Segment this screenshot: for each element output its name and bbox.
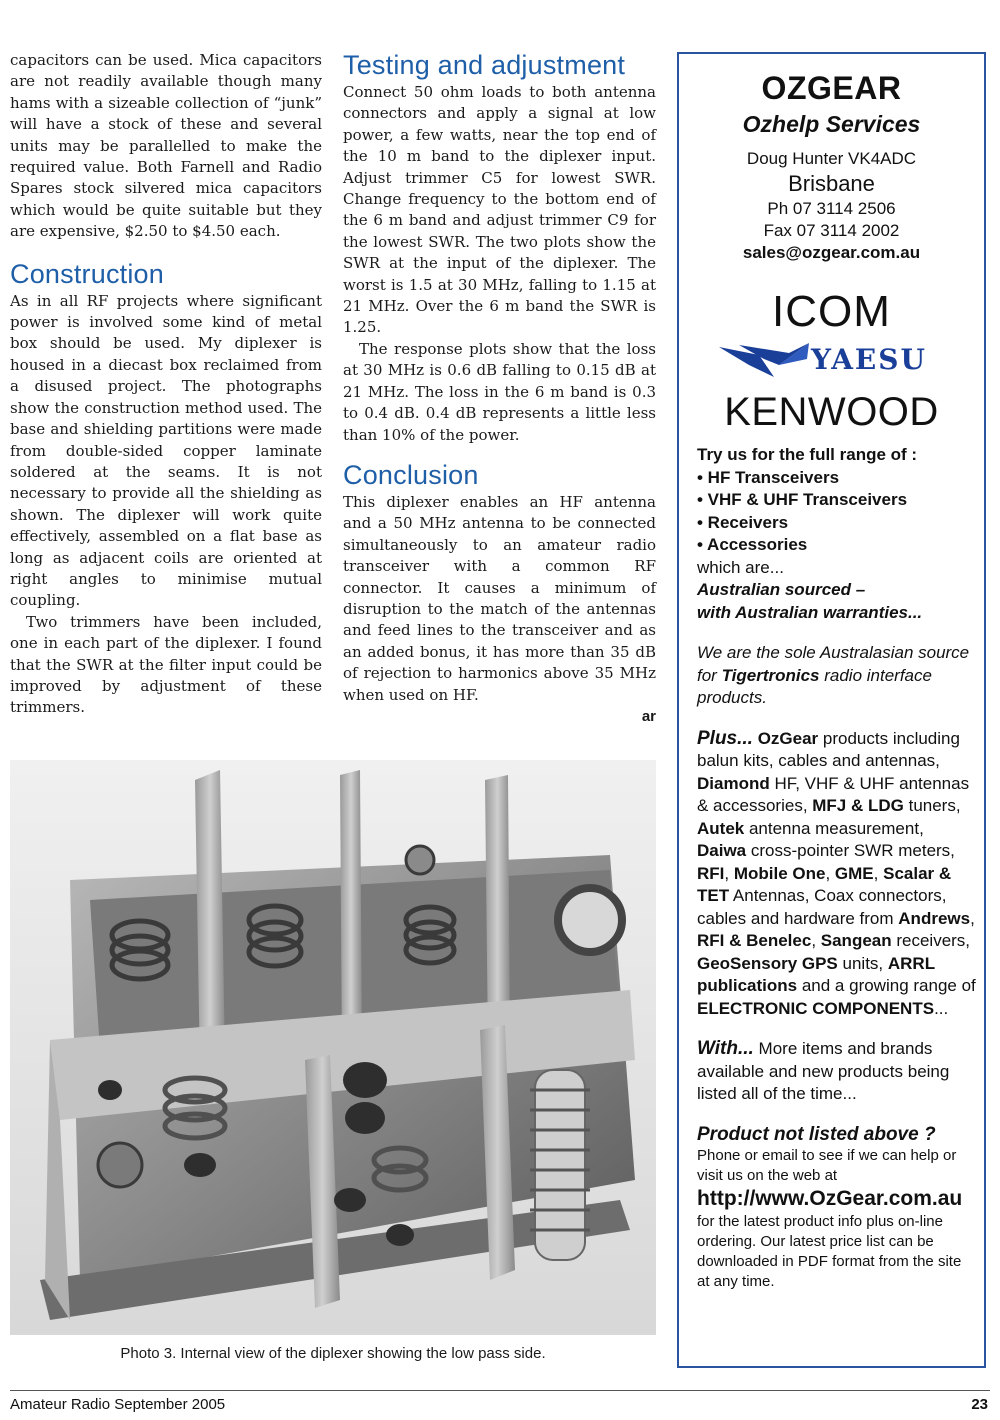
article-signoff: ar <box>641 708 656 725</box>
ad-city: Brisbane <box>788 171 875 196</box>
yaesu-logo <box>719 337 979 383</box>
testing-paragraph-2: The response plots show that the loss at 30 MHz is 0.6 dB falling to 0.15 dB at 21 MHz. The loss in the 6 m band is 0.3 to 0.4 dB. 0.4 dB represents a little less than 10% of the power. <box>343 339 656 444</box>
ad-plus-brand: OzGear <box>757 728 819 748</box>
intro-paragraph: capacitors can be used. Mica capacitors are not readily available though many hams with a sizeable collection of “junk” will have a stock of these and several units may be parallelled to make the required value. Both Farnell and Radio Spares stock silvered mica capacitors which would be quite suitable but they are expensive, $2.50 to $4.50 each. <box>10 51 322 241</box>
article-column-middle <box>343 50 656 706</box>
construction-paragraph-2: Two trimmers have been included, one in each part of the diplexer. I found that the SWR at the filter input could be improved by adjustment of these trimmers. <box>10 612 322 717</box>
ad-plus-text: antenna measurement, <box>744 818 924 838</box>
ozgear-advertisement <box>677 52 986 1368</box>
ad-plus-lead: Plus... <box>697 727 753 749</box>
ad-brand-name: OZGEAR <box>761 70 902 106</box>
list-item: • VHF & UHF Transceivers <box>697 490 908 509</box>
ad-plus-text: units, <box>837 953 888 973</box>
page-number: 23 <box>971 1396 988 1413</box>
testing-heading: Testing and adjustment <box>343 50 626 80</box>
diplexer-photo-illustration <box>10 760 656 1335</box>
ad-sourced-line-2: with Australian warranties... <box>697 602 923 622</box>
ad-with-lead: With... <box>697 1038 754 1059</box>
ad-plus-body <box>697 729 976 1018</box>
yaesu-logo-text: YAESU <box>811 343 927 376</box>
ad-contact-name: Doug Hunter VK4ADC <box>746 149 917 168</box>
ad-range-list <box>697 467 977 557</box>
ad-not-listed-text: Phone or email to see if we can help or visit us on the web at <box>697 1147 957 1184</box>
list-item: • Accessories <box>697 535 808 554</box>
photo-caption: Photo 3. Internal view of the diplexer showing the low pass side. <box>120 1345 546 1362</box>
ad-plus-brand: RFI <box>697 863 725 883</box>
ad-plus-text: tuners, <box>903 796 961 815</box>
ad-plus-text: , <box>873 863 884 883</box>
yaesu-emblem-icon <box>719 337 814 383</box>
ad-plus-text: , <box>811 931 821 950</box>
ad-subbrand: Ozhelp Services <box>742 111 921 137</box>
list-item: • Receivers <box>697 512 789 532</box>
ad-plus-brand: MFJ & LDG <box>812 796 904 815</box>
construction-heading: Construction <box>10 258 164 289</box>
ad-sole-post: radio interface products. <box>697 665 932 707</box>
ad-plus-brand: Sangean <box>820 931 892 950</box>
ad-not-listed-heading: Product not listed above ? <box>697 1123 936 1145</box>
ad-sole-brand: Tigertronics <box>721 665 820 685</box>
ad-body <box>697 444 977 1292</box>
ad-plus-text: Antennas, Coax connectors, cables and hardware from <box>697 886 947 928</box>
diplexer-photo <box>10 760 656 1335</box>
ad-plus-text: products including balun kits, cables and antennas, <box>697 728 960 770</box>
ad-plus-brand: Autek <box>697 818 745 838</box>
ad-plus-text: ... <box>934 998 949 1018</box>
ad-plus-paragraph <box>697 728 977 1021</box>
footer-divider <box>10 1390 990 1391</box>
ad-sole-source <box>697 642 977 710</box>
ad-fax: Fax 07 3114 2002 <box>763 221 900 240</box>
ad-which-are: which are... <box>697 557 784 577</box>
construction-paragraph-1: As in all RF projects where significant power is involved some kind of metal box should be used. My diplexer is housed in a diecast box reclaimed from a disused project. The photographs show the construction method used. The base and shielding partitions were made from double-sided copper laminate soldered at the seams. It is not necessary to provide all the shielding as shown. The diplexer will work quite effectively, assembled on a flat base as long as adjacent coils are oriented at right angles to minimise mutual coupling. <box>10 291 322 610</box>
ad-sole-pre: We are the sole Australasian source for <box>697 643 970 685</box>
ad-plus-text: , <box>970 908 975 928</box>
ad-plus-brand: Andrews <box>898 908 971 928</box>
list-item: • HF Transceivers <box>697 467 840 487</box>
ad-plus-text: , <box>724 863 734 883</box>
conclusion-heading: Conclusion <box>343 459 479 490</box>
ad-plus-brand: Scalar & TET <box>697 863 952 905</box>
ad-sourced-line-1: Australian sourced – <box>697 580 866 599</box>
ad-plus-brand: RFI & Benelec <box>697 931 812 950</box>
ad-plus-brand: GME <box>834 863 874 883</box>
ad-plus-brand: Daiwa <box>697 841 747 860</box>
ad-plus-text: HF, VHF & UHF antennas & accessories, <box>697 773 970 815</box>
conclusion-paragraph: This diplexer enables an HF antenna and a 50 MHz antenna to be connected simultaneously to an amateur radio transceiver with a common RF connector. It causes a minimum of disruption to the match of the antennas and feed lines to the transceiver and as an added bonus, it has more than 35 dB of rejection to harmonics above 35 MHz when used on HF. <box>343 492 656 704</box>
ad-phone: Ph 07 3114 2506 <box>767 199 896 218</box>
ad-plus-text: , <box>825 863 835 883</box>
article-column-left <box>10 50 322 719</box>
ad-plus-brand: GeoSensory GPS <box>697 953 838 973</box>
ad-plus-brand: Diamond <box>697 773 770 793</box>
ad-website-link[interactable]: http://www.OzGear.com.au <box>697 1187 963 1210</box>
ad-plus-text: and a growing range of <box>797 976 976 995</box>
testing-paragraph-1: Connect 50 ohm loads to both antenna connectors and apply a signal at low power, a few watts, near the top end of the 10 m band to the diplexer input. Adjust trimmer C5 for lowest SWR. Change frequency to the bottom end of the 6 m band and adjust trimmer C9 for the lowest SWR. The two plots show the SWR at the input of the diplexer. The worst is 1.5 at 30 MHz, falling to 1.15 at 21 MHz. Over the 6 m band the SWR is 1.25. <box>343 83 656 337</box>
footer-publication: Amateur Radio September 2005 <box>10 1396 226 1413</box>
ad-plus-brand: Mobile One <box>733 863 826 883</box>
icom-logo: ICOM <box>772 287 891 336</box>
ad-with-paragraph <box>697 1038 977 1106</box>
ad-contact-block <box>679 148 984 264</box>
ad-with-text: More items and brands available and new products being listed all of the time... <box>697 1039 950 1103</box>
ad-url-note: for the latest product info plus on-line ordering. Our latest price list can be downloaded in PDF format from the site at any time. <box>697 1213 962 1290</box>
ad-plus-text: receivers, <box>891 931 971 950</box>
kenwood-logo: KENWOOD <box>724 390 939 434</box>
ad-plus-brand: ELECTRONIC COMPONENTS <box>697 998 935 1018</box>
ad-plus-brand: ARRL publications <box>697 953 935 995</box>
ad-email: sales@ozgear.com.au <box>742 243 921 262</box>
ad-plus-text: cross-pointer SWR meters, <box>746 841 955 860</box>
ad-range-intro: Try us for the full range of : <box>697 445 918 464</box>
